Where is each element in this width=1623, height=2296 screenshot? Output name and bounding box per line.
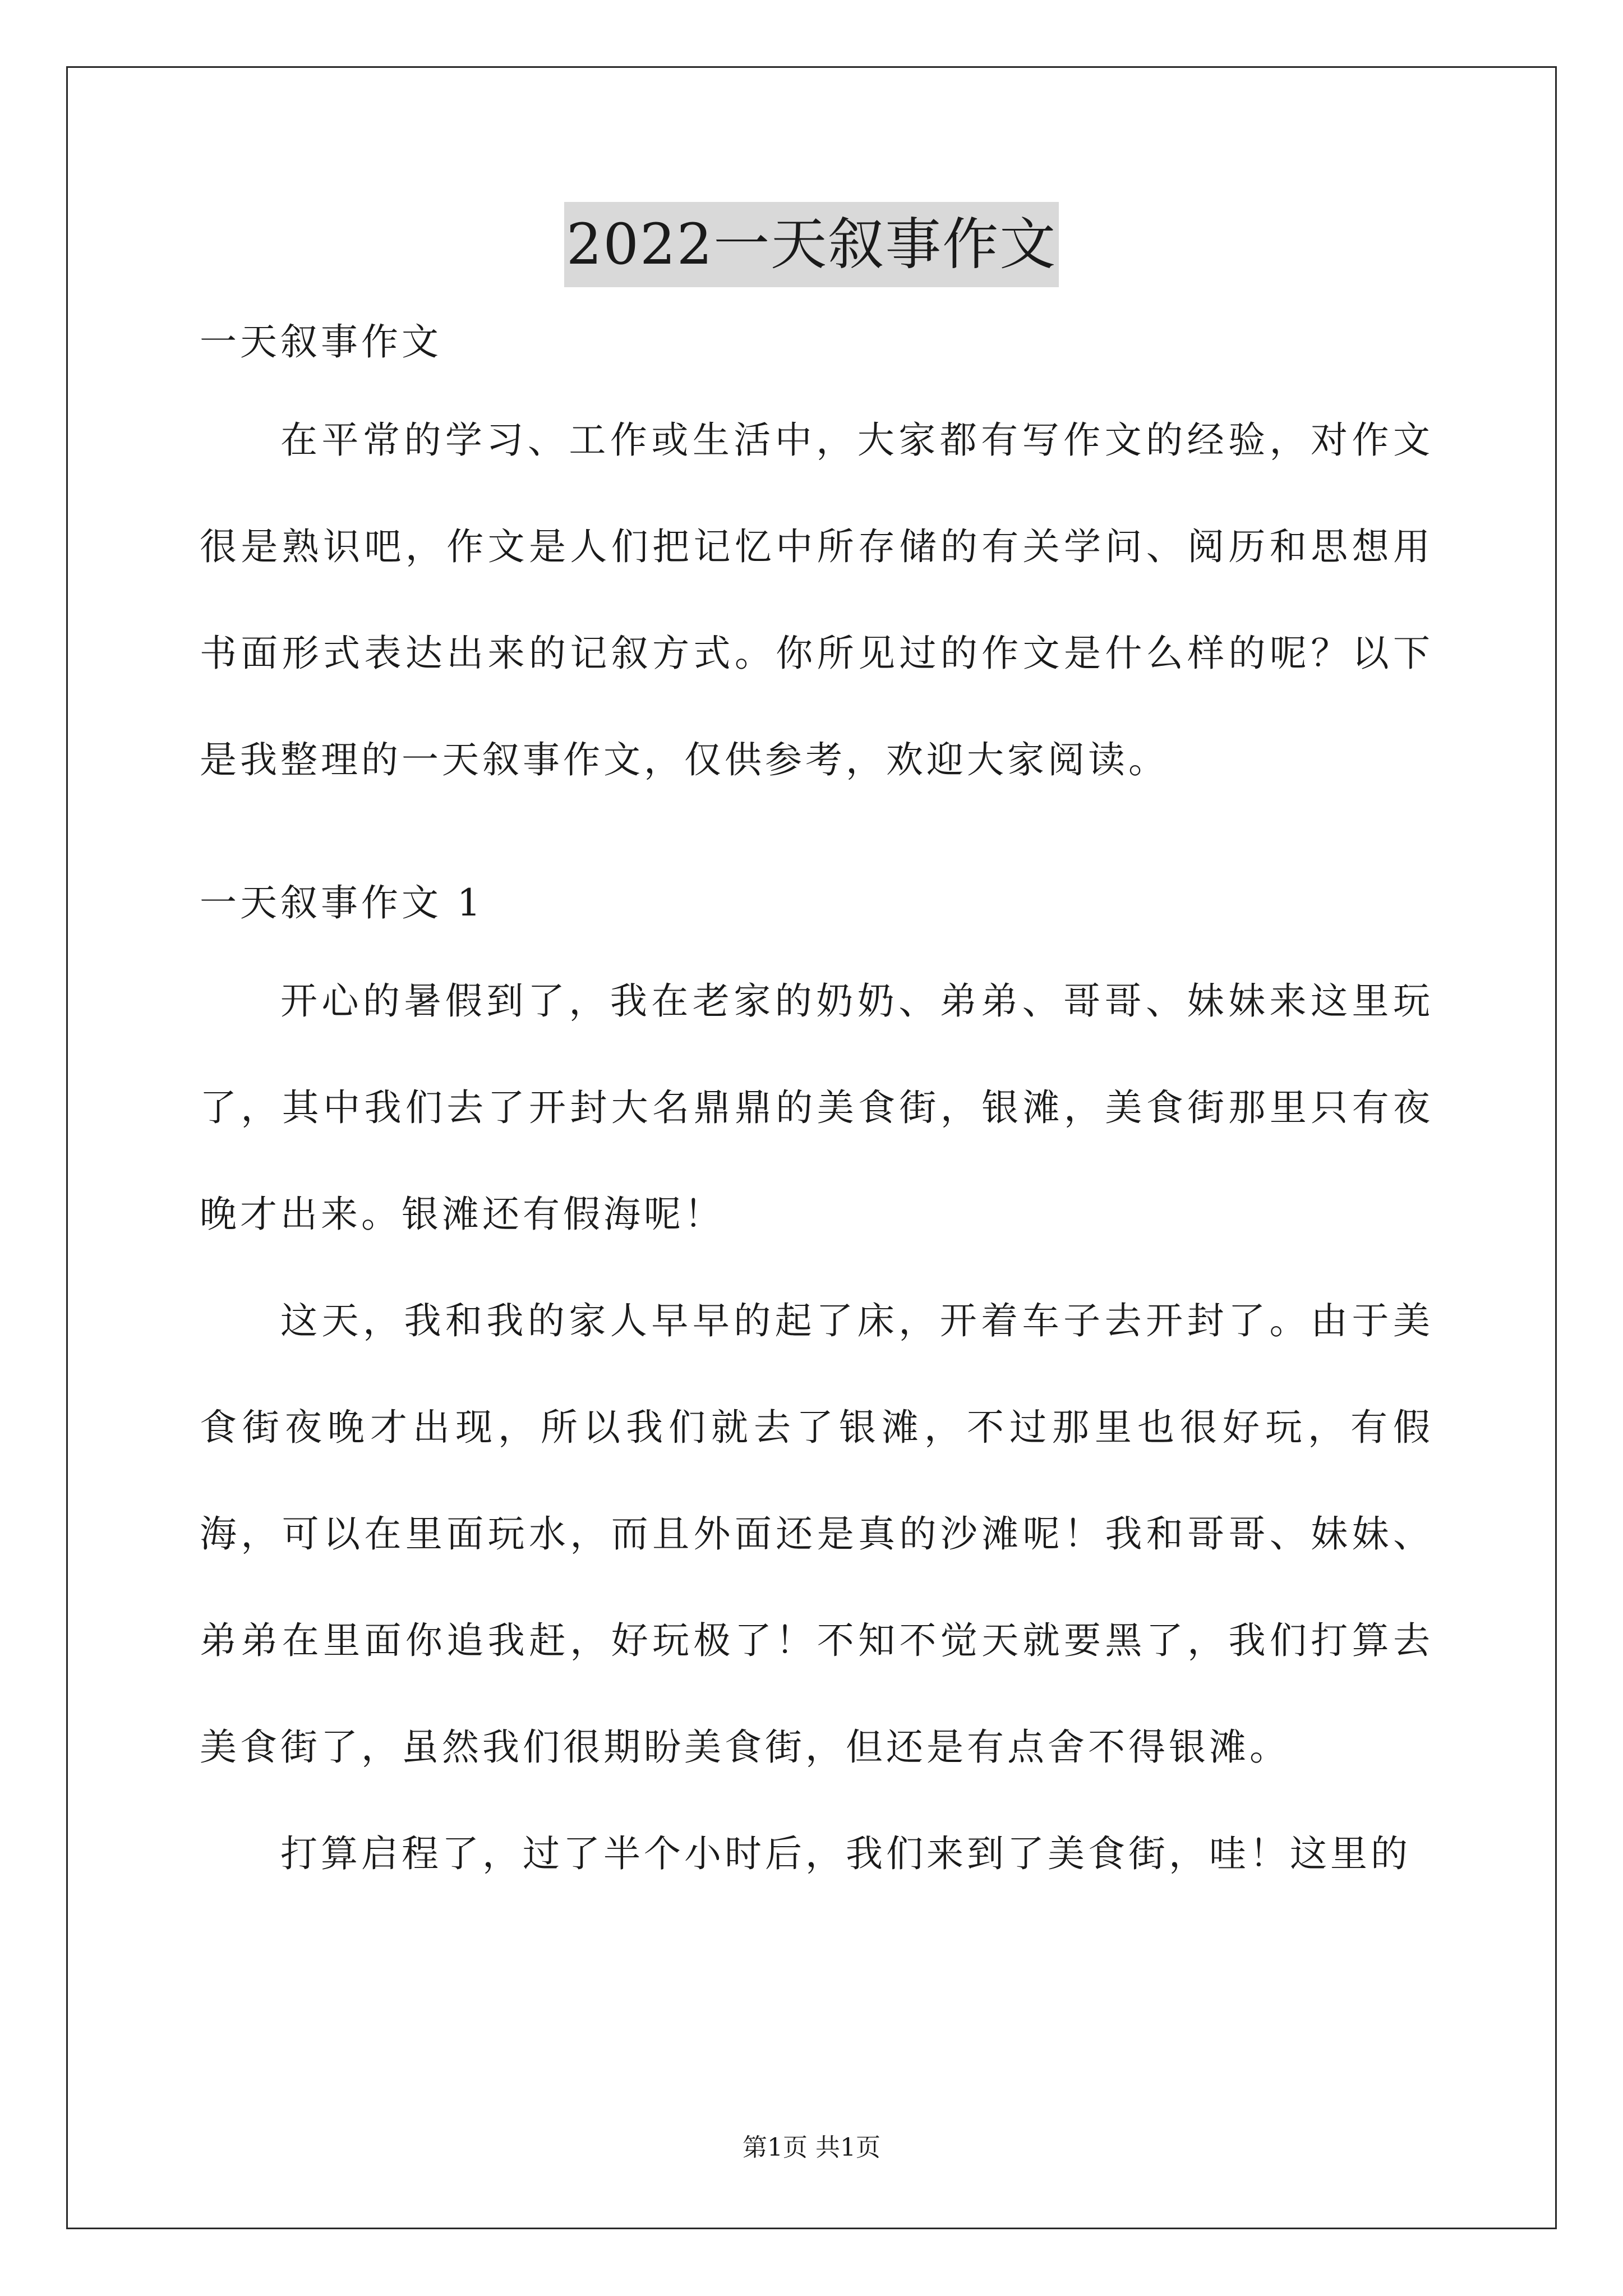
body-paragraph-2: 这天，我和我的家人早早的起了床，开着车子去开封了。由于美食街夜晚才出现，所以我们就去了银滩，不过那里也很好玩，有假海，可以在里面玩水，而且外面还是真的沙滩呢！我和哥哥、妹妹、弟弟在里面你追我赶，好玩极了！不知不觉天就要黑了，我们打算去美食街了，虽然我们很期盼美食街，但还是有点舍不得银滩。 [200, 1299, 1433, 1769]
document-subtitle: 一天叙事作文 [200, 320, 442, 364]
section-heading: 一天叙事作文 1 [200, 881, 484, 924]
intro-paragraph: 在平常的学习、工作或生活中，大家都有写作文的经验，对作文很是熟识吧，作文是人们把记忆中所存储的有关学问、阅历和思想用书面形式表达出来的记叙方式。你所见过的作文是什么样的呢？以下是我整理的一天叙事作文，仅供参考，欢迎大家阅读。 [200, 418, 1433, 781]
body-paragraph-3: 打算启程了，过了半个小时后，我们来到了美食街，哇！这里的 [280, 1832, 1411, 1875]
title-container [0, 202, 1623, 287]
body-paragraph-1: 开心的暑假到了，我在老家的奶奶、弟弟、哥哥、妹妹来这里玩了，其中我们去了开封大名鼎鼎的美食街，银滩，美食街那里只有夜晚才出来。银滩还有假海呢！ [200, 979, 1433, 1236]
page-footer: 第1页 共1页 [743, 2133, 880, 2162]
document-title: 2022一天叙事作文 [564, 202, 1059, 287]
document-body [200, 314, 1433, 1907]
